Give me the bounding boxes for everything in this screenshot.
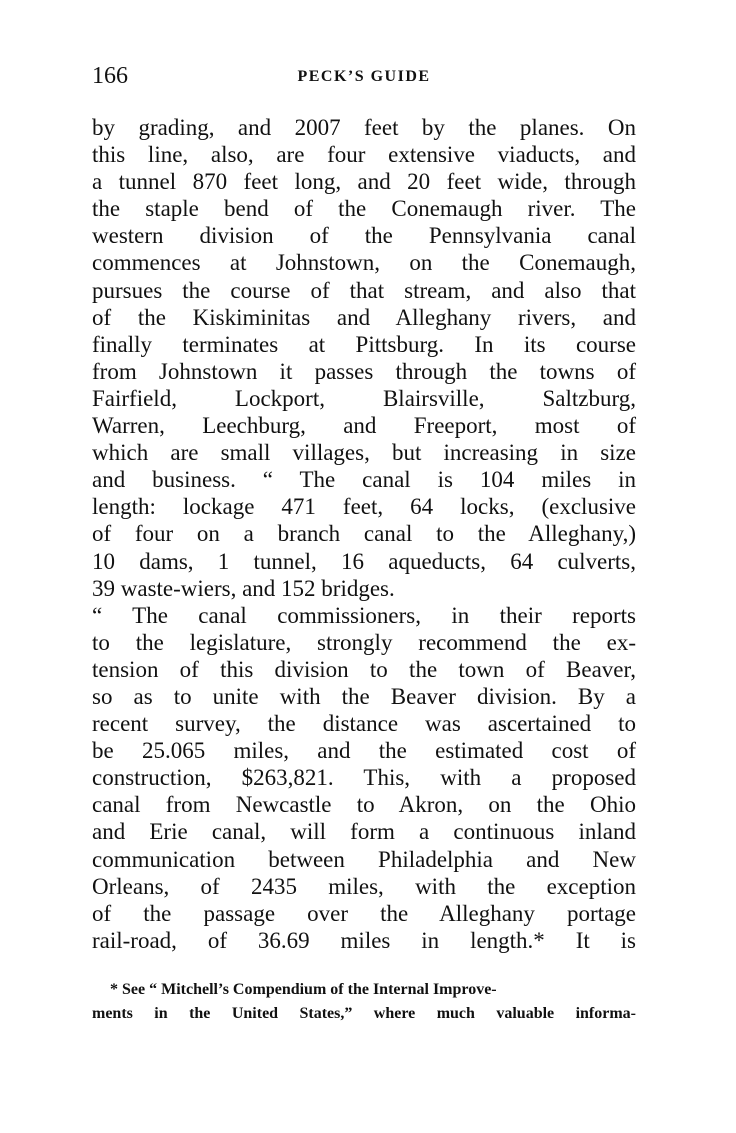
text-line: the staple bend of the Conemaugh river. The — [92, 196, 636, 222]
footnote-line: * See “ Mitchell’s Compendium of the Internal Improve- — [110, 981, 497, 998]
text-line: “ The canal commissioners, in their reports — [92, 602, 636, 628]
text-line: which are small villages, but increasing in size — [92, 440, 636, 466]
text-line: finally terminates at Pittsburg. In its course — [92, 331, 636, 357]
page-number: 166 — [92, 63, 128, 89]
text-line: 39 waste-wiers, and 152 bridges. — [92, 575, 395, 601]
text-line: of four on a branch canal to the Alleghany,) — [92, 521, 636, 547]
text-line: of the passage over the Alleghany portage — [92, 900, 636, 926]
text-line: to the legislature, strongly recommend the ex- — [92, 629, 636, 655]
text-line: recent survey, the distance was ascertained to — [92, 711, 636, 737]
footnote — [92, 978, 636, 1026]
text-line: from Johnstown it passes through the towns of — [92, 358, 636, 384]
text-line: rail-road, of 36.69 miles in length.* It is — [92, 927, 636, 953]
text-line: western division of the Pennsylvania canal — [92, 223, 636, 249]
text-line: length: lockage 471 feet, 64 locks, (exclusive — [92, 494, 636, 520]
text-line: so as to unite with the Beaver division. By a — [92, 683, 636, 709]
text-line: this line, also, are four extensive viaducts, and — [92, 142, 636, 168]
text-line: and Erie canal, will form a continuous inland — [92, 819, 636, 845]
text-line: construction, $263,821. This, with a proposed — [92, 765, 636, 791]
footnote-line: ments in the United States,” where much valuable informa- — [92, 1005, 636, 1022]
text-line: 10 dams, 1 tunnel, 16 aqueducts, 64 culverts, — [92, 548, 636, 574]
text-line: by grading, and 2007 feet by the planes. On — [92, 115, 636, 140]
text-line: Warren, Leechburg, and Freeport, most of — [92, 413, 636, 439]
text-line: be 25.065 miles, and the estimated cost of — [92, 738, 636, 764]
text-line: commences at Johnstown, on the Conemaugh, — [92, 250, 636, 276]
text-line: and business. “ The canal is 104 miles in — [92, 467, 636, 493]
text-line: pursues the course of that stream, and also that — [92, 277, 636, 303]
page-header — [92, 60, 636, 92]
text-line: Fairfield, Lockport, Blairsville, Saltzburg, — [92, 385, 636, 411]
running-title: PECK’S GUIDE — [297, 68, 431, 85]
text-line: communication between Philadelphia and New — [92, 846, 636, 872]
text-line: tension of this division to the town of Beaver, — [92, 656, 636, 682]
text-line: of the Kiskiminitas and Alleghany rivers, and — [92, 304, 636, 330]
text-line: canal from Newcastle to Akron, on the Ohio — [92, 792, 636, 818]
body-text — [92, 114, 636, 954]
text-line: a tunnel 870 feet long, and 20 feet wide, through — [92, 169, 636, 195]
text-line: Orleans, of 2435 miles, with the exception — [92, 873, 636, 899]
